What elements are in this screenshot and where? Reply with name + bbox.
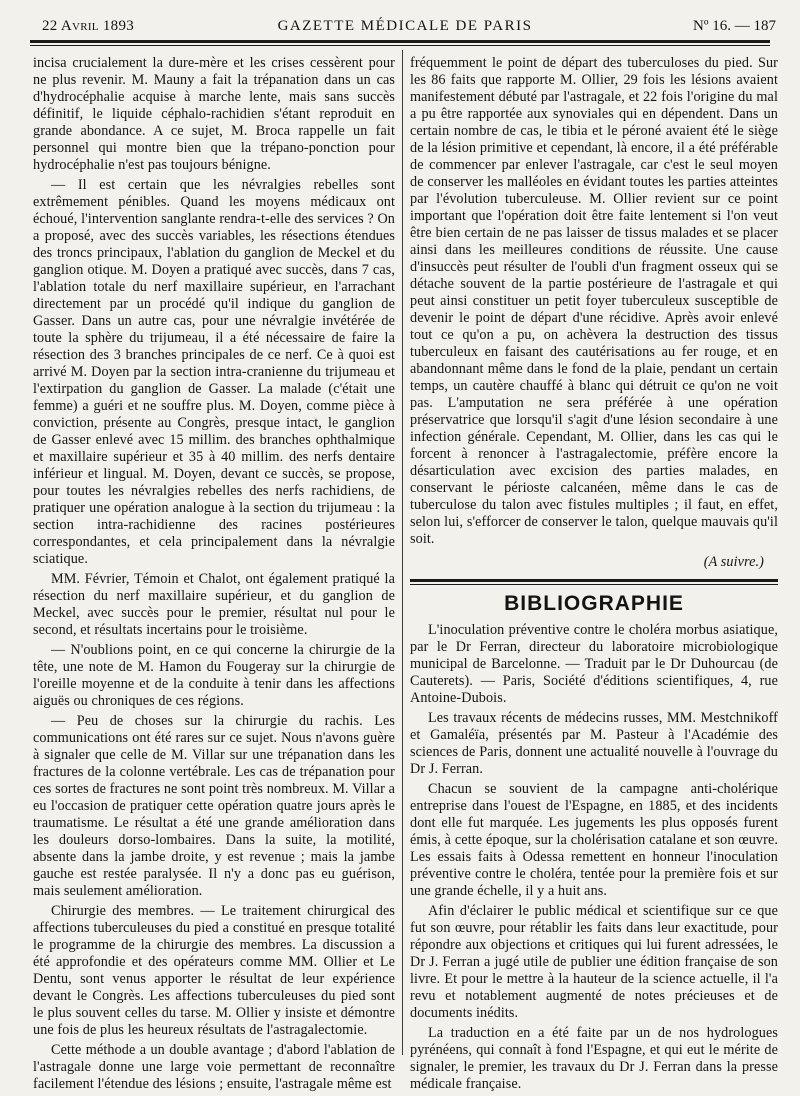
column-divider xyxy=(402,50,403,1055)
page-header xyxy=(28,14,782,40)
paragraph: Afin d'éclairer le public médical et scientifique sur ce que fut son œuvre, pour rétablir les faits dans leur exactitude, pour répondre aux objections et critiques qui lui furent adressées, le Dr J. Ferran a jugé utile de publier une édition française de son livre. Et pour le mettre à la hauteur de la science actuelle, il l'a revu et notablement augmenté de notes précieuses et de documents inédits. xyxy=(410,903,778,1021)
paragraph: MM. Février, Témoin et Chalot, ont également pratiqué la résection du nerf maxillaire supérieur, et du ganglion de Meckel, avec succès pour le premier, résultat nul pour le second, et résultats incertains pour le troisième. xyxy=(33,571,395,638)
paragraph: — Peu de choses sur la chirurgie du rachis. Les communications ont été rares sur ce sujet. Nous n'avons guère à signaler que celle de M. Villar sur une trépanation dans les fractures de la colonne vertébrale. Les cas de trépanation pour ces sortes de fractures ne sont point très nombreux. M. Villar a eu l'occasion de pratiquer cette opération quatre jours après le traumatisme. Le résultat a été une grande amélioration dans les douleurs dorso-lombaires. Dans la suite, la motilité, absente dans la jambe droite, y est revenue ; mais la jambe gauche est restée paralysée. Il n'y a donc pas eu guérison, mais seulement amélioration. xyxy=(33,713,395,899)
paragraph: fréquemment le point de départ des tuberculoses du pied. Sur les 86 faits que rapporte M. Ollier, 29 fois les lésions avaient manifestement débuté par l'astragale, et 22 fois l'origine du mal a pu être rapportée aux synoviales qui en dépendent. Dans un certain nombre de cas, le tibia et le péroné avaient été le siège de la lésion primitive et cependant, là encore, il a été préférable de commencer par enlever l'astragale, car c'est le seul moyen de conserver les malléoles en évidant toutes les parties atteintes par l'évolution tuberculeuse. M. Ollier revient sur ce point important que l'opération doit être faite lentement si l'on veut être bien certain de ne pas laisser de tissus malades et se placer ainsi dans les meilleures conditions de réussite. Une cause d'insuccès peut résulter de l'oubli d'un fragment osseux qui se détache souvent de la partie postérieure de l'astragale et qui peut ainsi constituer un petit foyer tuberculeux susceptible de devenir le point de départ d'une récidive. Après avoir enlevé tout ce qu'on a pu, on achèvera la destruction des tissus tuberculeux en faisant des cautérisations au fer rouge, et en abandonnant même dans le fond de la plaie, pendant un certain temps, un cautère chauffé à blanc qui détruit ce qu'on ne voit pas. L'amputation ne sera préférée à une opération préservatrice que lorsqu'il s'agit d'une lésion secondaire à une infection générale. Cependant, M. Ollier, dans les cas qui le forcent à renoncer à l'astragalectomie, préfère encore la désarticulation avec excision des parties malades, en conservant le périoste calcanéen, même dans le cas de tuberculose du talon avec fistules multiples ; il faut, en effet, selon lui, s'efforcer de conserver le talon, quelque mauvais qu'il soit. xyxy=(410,55,778,547)
right-column xyxy=(410,55,778,1096)
paragraph: Chacun se souvient de la campagne anti-cholérique entreprise dans l'ouest de l'Espagne, en 1885, et des incidents dont elle fut marquée. Les jugements les plus opposés furent émis, à cette époque, sur la cholérisation catalane et son œuvre. Les essais faits à Odessa remettent en honneur l'inoculation préventive contre le choléra, tentée pour la première fois et sur une grande échelle, il y a huit ans. xyxy=(410,781,778,899)
paragraph: Les travaux récents de médecins russes, MM. Mestchnikoff et Gamaléïa, présentés par M. Pasteur à l'Académie des sciences de Paris, donnent une actualité nouvelle à l'ouvrage du Dr J. Ferran. xyxy=(410,710,778,777)
paragraph: Chirurgie des membres. — Le traitement chirurgical des affections tuberculeuses du pied a constitué en presque totalité le programme de la chirurgie des membres. La discussion a été approfondie et des opérateurs comme MM. Ollier et Le Dentu, sont venus apporter le résultat de leur expérience devant le Congrès. Les affections tuberculeuses du pied sont le plus souvent celles du tarse. M. Ollier y insiste et démontre une fois de plus les heureux résultats de l'astragalectomie. xyxy=(33,903,395,1038)
paragraph: Cette méthode a un double avantage ; d'abord l'ablation de l'astragale donne une large voie permettant de reconnaître facilement l'étendue des lésions ; ensuite, l'astragale même est xyxy=(33,1042,395,1092)
continued-note: (A suivre.) xyxy=(703,554,764,570)
paragraph: incisa crucialement la dure-mère et les crises cessèrent pour ne plus revenir. M. Mauny a fait la trépanation dans un cas d'hydrocéphalie acquise à marche lente, mais sans succès définitif, le liquide céphalo-rachidien s'étant reproduit en grande abondance. A ce sujet, M. Broca rappelle un fait personnel qui montre bien que la trépano-ponction pour hydrocéphalie n'est pas toujours bénigne. xyxy=(33,55,395,173)
bibliographie-heading: BIBLIOGRAPHIE xyxy=(504,592,684,615)
journal-title: GAZETTE MÉDICALE DE PARIS xyxy=(277,18,533,34)
header-rule xyxy=(30,40,770,46)
paragraph: — N'oublions point, en ce qui concerne la chirurgie de la tête, une note de M. Hamon du Fougeray sur la chirurgie de l'oreille moyenne et de la conduite à tenir dans les affections aiguës ou chroniques de ces régions. xyxy=(33,642,395,709)
issue-date: 22 Avril 1893 xyxy=(42,18,135,34)
section-rule xyxy=(410,579,778,582)
book-reference: L'inoculation préventive contre le choléra morbus asiatique, par le Dr Ferran, directeur du laboratoire microbiologique municipal de Barcelonne. — Traduit par le Dr Duhourcau (de Cauterets). — Paris, Société d'éditions scientifiques, 4, rue Antoine-Dubois. xyxy=(410,622,778,706)
paragraph: La traduction en a été faite par un de nos hydrologues pyrénéens, qui connaît à fond l'Espagne, et qui eut le mérite de signaler, le premier, les travaux du Dr J. Ferran dans la presse médicale française. xyxy=(410,1025,778,1092)
left-column xyxy=(33,55,395,1096)
section-rule xyxy=(410,584,778,585)
issue-number: Nº 16. — 187 xyxy=(693,18,776,34)
paragraph: — Il est certain que les névralgies rebelles sont extrêmement pénibles. Quand les moyens médicaux ont échoué, l'intervention sanglante rendra-t-elle des services ? On a proposé, avec des succès variables, les résections étendues des troncs principaux, l'ablation du ganglion de Meckel et du ganglion otique. M. Doyen a pratiqué avec succès, dans 7 cas, l'ablation totale du nerf maxillaire supérieur, en l'arrachant directement par un procédé qu'il indique du ganglion de Gasser. Dans un autre cas, pour une névralgie invétérée de toute la sphère du trijumeau, il a été nécessaire de faire la résection des 3 branches principales de ce nerf. Ce à quoi est arrivé M. Doyen par la section intra-cranienne du trijumeau et l'extirpation du ganglion de Gasser. La malade (c'était une femme) a guéri et ne souffre plus. M. Doyen, comme pièce à conviction, présente au Congrès, presque intact, le ganglion de Gasser enlevé avec 15 millim. des branches ophthalmique et maxillaire supérieur et 35 à 40 millim. des nerfs dentaire inférieur et lingual. M. Doyen, devant ce succès, se propose, pour toutes les névralgies rebelles des nerfs rachidiens, de pratiquer une opération analogue à la section du trijumeau : la section intra-rachidienne des racines postérieures correspondantes, et cela principalement dans la névralgie sciatique. xyxy=(33,177,395,567)
